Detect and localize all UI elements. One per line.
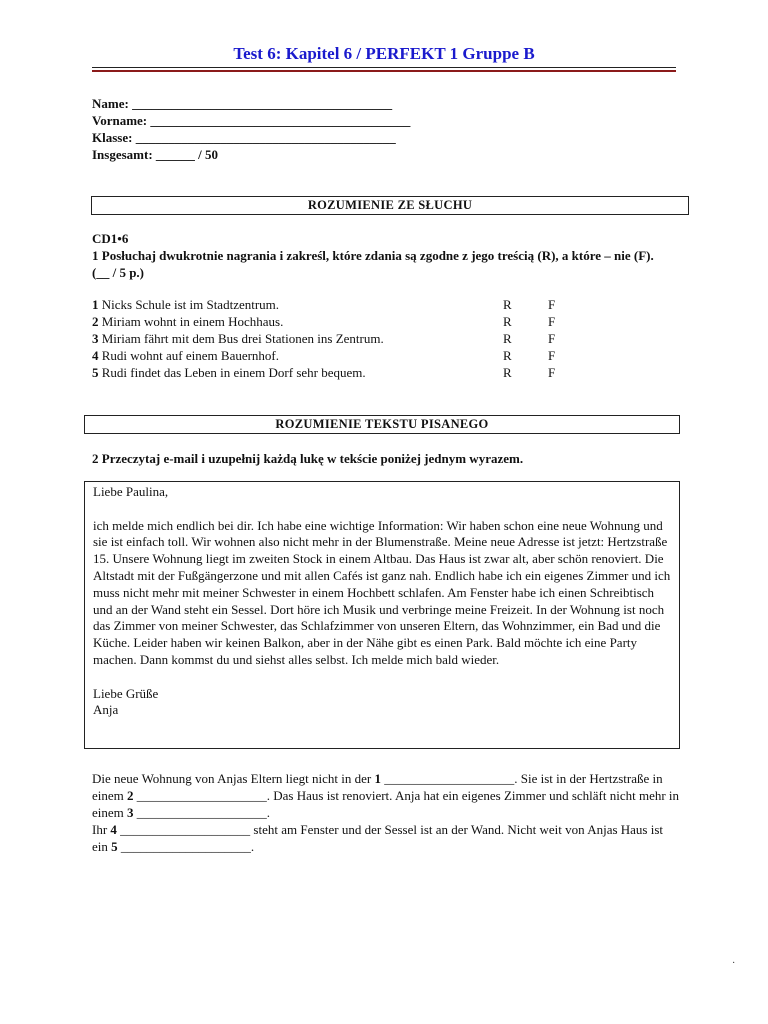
cd-track-label: CD1•6 bbox=[92, 231, 129, 246]
title-divider-accent bbox=[92, 70, 676, 72]
cloze-blank-segment[interactable]: ____________________ steht am Fenster und der Sessel ist an der Wand. Nicht weit von Anjas Haus ist ein bbox=[92, 822, 664, 854]
section-heading-reading: ROZUMIENIE TEKSTU PISANEGO bbox=[84, 415, 680, 434]
list-item bbox=[92, 313, 572, 330]
cloze-blank-segment[interactable]: ____________________. Das Haus ist renoviert. Anja hat ein eigenes Zimmer und schläft nicht mehr in einem bbox=[92, 788, 680, 820]
vorname-field: Vorname: ________________________________________ bbox=[92, 113, 411, 128]
option-r[interactable]: R bbox=[503, 331, 512, 346]
option-f[interactable]: F bbox=[548, 365, 556, 380]
option-r[interactable]: R bbox=[503, 348, 512, 363]
gap-number: 1 bbox=[374, 771, 381, 786]
option-f[interactable]: F bbox=[548, 297, 556, 312]
list-item bbox=[92, 330, 572, 347]
letter-signature: Anja bbox=[93, 702, 119, 718]
list-item bbox=[92, 296, 572, 313]
cloze-text bbox=[92, 770, 682, 855]
gap-number: 2 bbox=[127, 788, 134, 803]
option-r[interactable]: R bbox=[503, 297, 512, 312]
task-2-instructions: 2 Przeczytaj e-mail i uzupełnij każdą lukę w tekście poniżej jednym wyrazem. bbox=[92, 451, 524, 466]
cloze-segment: Die neue Wohnung von Anjas Eltern liegt nicht in der bbox=[92, 771, 375, 786]
title-divider bbox=[92, 67, 676, 68]
item-number: 3 bbox=[92, 331, 99, 346]
letter-body: ich melde mich endlich bei dir. Ich habe eine wichtige Information: Wir haben schon eine neue Wohnung und sie ist einfach toll. Wir wohnen also nicht mehr in der Blumenstraße. Meine neue Adresse ist jetzt: Hertzstraße 15. Unsere Wohnung liegt im zweiten Stock in einem Altbau. Das Haus ist zwar alt, aber schön renoviert. Die Altstadt mit der Fußgängerzone und mit allen Cafés ist ganz nah. Endlich habe ich ein eigenes Zimmer und ich muss nicht mehr mit meiner Schwester in einem Hochbett schlafen. Am Fenster habe ich einen Schreibtisch und an der Wand steht ein Sessel. Dort höre ich Musik und verbringe meine Freizeit. In der Wohnung ist noch das Zimmer von meiner Schwester, das Schlafzimmer von unseren Eltern, das Wohnzimmer, ein Bad und die Küche. Leider haben wir keinen Balkon, aber in der Nähe gibt es einen Park. Bald möchte ich eine Party machen. Dann kommst du und siehst alles selbst. Ich melde mich bald wieder. bbox=[93, 517, 671, 667]
gap-number: 4 bbox=[110, 822, 117, 837]
item-statement: Miriam wohnt in einem Hochhaus. bbox=[98, 314, 284, 329]
student-info-fields bbox=[92, 95, 410, 163]
item-statement: Nicks Schule ist im Stadtzentrum. bbox=[98, 297, 280, 312]
insgesamt-field: Insgesamt: ______ / 50 bbox=[92, 147, 219, 162]
item-number: 2 bbox=[92, 314, 99, 329]
item-number: 5 bbox=[92, 365, 99, 380]
gap-number: 3 bbox=[127, 805, 134, 820]
option-f[interactable]: F bbox=[548, 331, 556, 346]
name-field: Name: ________________________________________ bbox=[92, 96, 393, 111]
item-statement: Rudi findet das Leben in einem Dorf sehr bequem. bbox=[98, 365, 366, 380]
list-item bbox=[92, 347, 572, 364]
page-mark: · bbox=[732, 958, 736, 969]
cloze-blank-segment[interactable]: ____________________. Sie ist in der Hertzstraße in einem bbox=[92, 771, 663, 803]
list-item bbox=[92, 364, 572, 381]
cloze-segment: Ihr bbox=[92, 822, 111, 837]
test-title: Test 6: Kapitel 6 / PERFEKT 1 Gruppe B bbox=[233, 44, 535, 63]
cloze-blank-segment[interactable]: ____________________. bbox=[133, 805, 271, 820]
email-text-box bbox=[84, 481, 680, 749]
option-f[interactable]: F bbox=[548, 314, 556, 329]
true-false-list bbox=[92, 296, 572, 381]
item-statement: Rudi wohnt auf einem Bauernhof. bbox=[98, 348, 280, 363]
option-f[interactable]: F bbox=[548, 348, 556, 363]
section-heading-listening: ROZUMIENIE ZE SŁUCHU bbox=[91, 196, 689, 215]
cloze-blank-segment[interactable]: ____________________. bbox=[117, 839, 255, 854]
item-number: 4 bbox=[92, 348, 99, 363]
option-r[interactable]: R bbox=[503, 314, 512, 329]
klasse-field: Klasse: ________________________________________ bbox=[92, 130, 396, 145]
item-statement: Miriam fährt mit dem Bus drei Stationen ins Zentrum. bbox=[98, 331, 384, 346]
letter-closing: Liebe Grüße bbox=[93, 685, 159, 701]
option-r[interactable]: R bbox=[503, 365, 512, 380]
task-1-instructions: 1 Posłuchaj dwukrotnie nagrania i zakreśl, które zdania są zgodne z jego treścią (R), a które – nie (F). (__ / 5 p.) bbox=[92, 248, 654, 280]
item-number: 1 bbox=[92, 297, 99, 312]
gap-number: 5 bbox=[111, 839, 118, 854]
letter-greeting: Liebe Paulina, bbox=[93, 484, 169, 499]
